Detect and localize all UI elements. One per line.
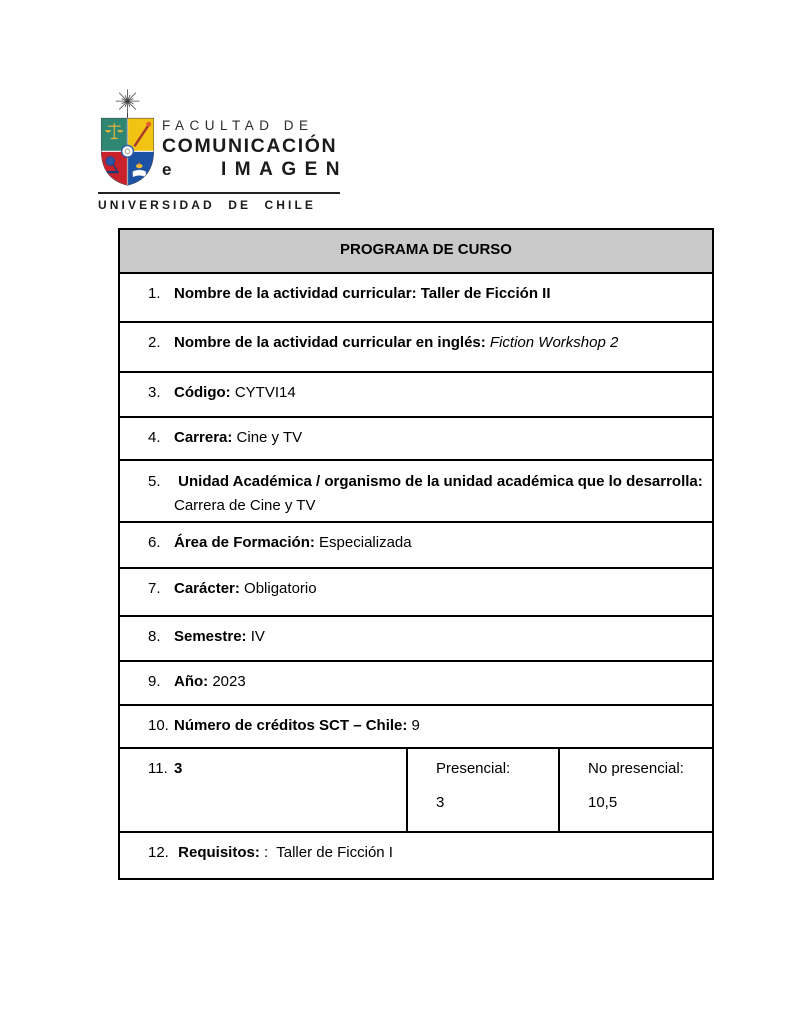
university-crest-icon xyxy=(98,88,157,189)
row-content xyxy=(174,715,704,736)
table-row xyxy=(119,616,713,661)
no-presencial-label: No presencial: xyxy=(588,760,684,777)
faculty-name-line3 xyxy=(162,159,348,181)
row-content xyxy=(174,842,704,863)
row-value: Especializada xyxy=(314,534,412,551)
logo-underline xyxy=(98,192,340,194)
row-number: 5. xyxy=(148,473,161,490)
row-number: 11. xyxy=(148,760,168,777)
faculty-name-e: e xyxy=(162,160,172,179)
row-content xyxy=(174,578,704,599)
university-name: UNIVERSIDAD DE CHILE xyxy=(98,198,317,212)
row-number: 2. xyxy=(148,334,161,351)
row-content xyxy=(174,470,704,518)
row-label: Requisitos: xyxy=(174,844,260,861)
row-number: 4. xyxy=(148,429,161,446)
table-row xyxy=(119,273,713,322)
row-content xyxy=(174,283,704,304)
row-number: 8. xyxy=(148,628,161,645)
row-value: 2023 xyxy=(208,673,246,690)
row-label: Carácter: xyxy=(174,580,240,597)
table-row xyxy=(119,661,713,705)
row-value: IV xyxy=(246,628,265,645)
row-number: 6. xyxy=(148,534,161,551)
faculty-name-imagen: IMAGEN xyxy=(221,159,348,180)
row-number: 3. xyxy=(148,384,161,401)
table-row xyxy=(119,705,713,748)
row-number: 1. xyxy=(148,285,161,302)
row-label: Código: xyxy=(174,384,231,401)
table-row xyxy=(119,832,713,879)
table-row xyxy=(119,568,713,616)
row-value: Obligatorio xyxy=(239,580,317,597)
row-value: Cine y TV xyxy=(232,429,303,446)
row-content xyxy=(174,382,704,403)
row-label: Unidad Académica / organismo de la unidad académica que lo desarrolla: xyxy=(174,473,703,490)
row-label: Nombre de la actividad curricular: Taller de Ficción II xyxy=(174,285,551,302)
table-row xyxy=(119,522,713,568)
row-content xyxy=(174,671,704,692)
no-presencial-value: 10,5 xyxy=(588,794,618,811)
presencial-value: 3 xyxy=(436,794,445,811)
row-label: Nombre de la actividad curricular en inglés: xyxy=(174,334,486,351)
faculty-name-line2: COMUNICACIÓN xyxy=(162,135,338,157)
row-content xyxy=(174,427,704,448)
row-content xyxy=(174,532,704,553)
no-presencial-cell xyxy=(559,748,713,832)
row-number: 7. xyxy=(148,580,161,597)
row-label: Número de créditos SCT – Chile: xyxy=(174,717,408,734)
table-row xyxy=(119,460,713,522)
presencial-label: Presencial: xyxy=(436,760,511,777)
course-program-table xyxy=(118,228,714,880)
row-value: 9 xyxy=(407,717,420,734)
row-value: CYTVI14 xyxy=(230,384,296,401)
credits-total xyxy=(174,758,398,779)
credits-total-cell xyxy=(119,748,407,832)
row-label: Semestre: xyxy=(174,628,247,645)
table-row xyxy=(119,322,713,372)
row-label: Área de Formación: xyxy=(174,534,315,551)
row-value: Fiction Workshop 2 xyxy=(485,334,619,351)
row-content xyxy=(174,332,704,353)
page-title: PROGRAMA DE CURSO xyxy=(119,229,713,273)
table-row xyxy=(119,417,713,460)
table-row xyxy=(119,372,713,417)
row-label: Carrera: xyxy=(174,429,233,446)
row-value: : Taller de Ficción I xyxy=(259,844,393,861)
row-content xyxy=(174,626,704,647)
credits-total-value: 3 xyxy=(174,760,183,777)
row-value: Carrera de Cine y TV xyxy=(174,497,316,514)
row-label: Año: xyxy=(174,673,209,690)
row-number: 10. xyxy=(148,717,169,734)
center-badge-icon xyxy=(122,145,134,157)
faculty-name-line1: FACULTAD DE xyxy=(162,118,314,133)
presencial-cell xyxy=(407,748,559,832)
star-icon xyxy=(116,89,140,113)
row-number: 12. xyxy=(148,844,169,861)
credits-row xyxy=(119,748,713,832)
row-number: 9. xyxy=(148,673,161,690)
table-title-row xyxy=(119,229,713,273)
faculty-name xyxy=(162,118,348,181)
faculty-logo xyxy=(98,88,348,212)
